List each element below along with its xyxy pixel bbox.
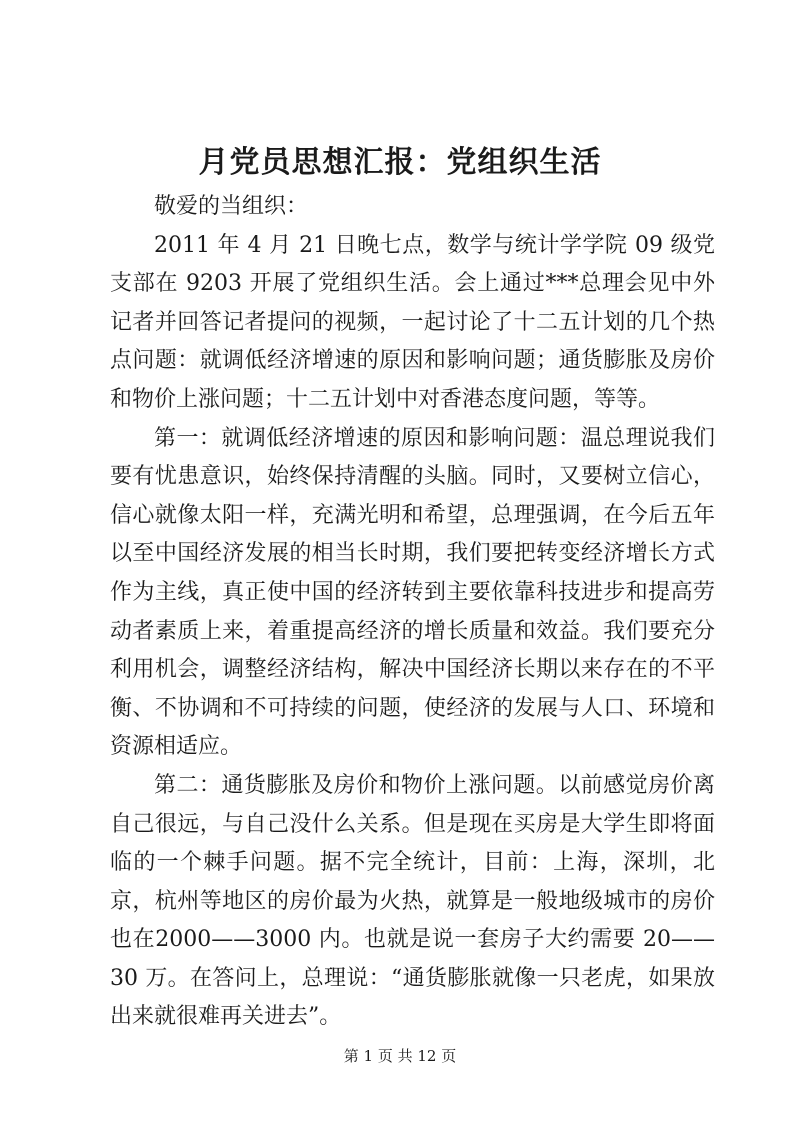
document-body [110, 188, 715, 1037]
paragraph-1: 2011 年 4 月 21 日晚七点，数学与统计学学院 09 级党支部在 9203 开展了党组织生活。会上通过***总理会见中外记者并回答记者提问的视频，一起讨论了十二五计划的几个热点问题：就调低经济增速的原因和影响问题；通货膨胀及房价和物价上涨问题；十二五计划中对香港态度问题，等等。 [110, 232, 715, 412]
paragraph-3: 第二：通货膨胀及房价和物价上涨问题。以前感觉房价离自己很远，与自己没什么关系。但是现在买房是大学生即将面临的一个棘手问题。据不完全统计，目前：上海，深圳，北京，杭州等地区的房价最为火热，就算是一般地级城市的房价也在2000——3000 内。也就是说一套房子大约需要 20——30 万。在答问上，总理说：“通货膨胀就像一只老虎，如果放出来就很难再关进去”。 [110, 772, 715, 1030]
salutation: 敬爱的当组织： [154, 194, 309, 219]
page-title: 月党员思想汇报：党组织生活 [198, 145, 602, 180]
paragraph-2: 第一：就调低经济增速的原因和影响问题：温总理说我们要有忧患意识，始终保持清醒的头脑。同时，又要树立信心，信心就像太阳一样，充满光明和希望，总理强调，在今后五年以至中国经济发展的相当长时期，我们要把转变经济增长方式作为主线，真正使中国的经济转到主要依靠科技进步和提高劳动者素质上来，着重提高经济的增长质量和效益。我们要充分利用机会，调整经济结构，解决中国经济长期以来存在的不平衡、不协调和不可持续的问题，使经济的发展与人口、环境和资源相适应。 [110, 425, 715, 760]
page-number-footer: 第 1 页 共 12 页 [343, 1047, 457, 1065]
